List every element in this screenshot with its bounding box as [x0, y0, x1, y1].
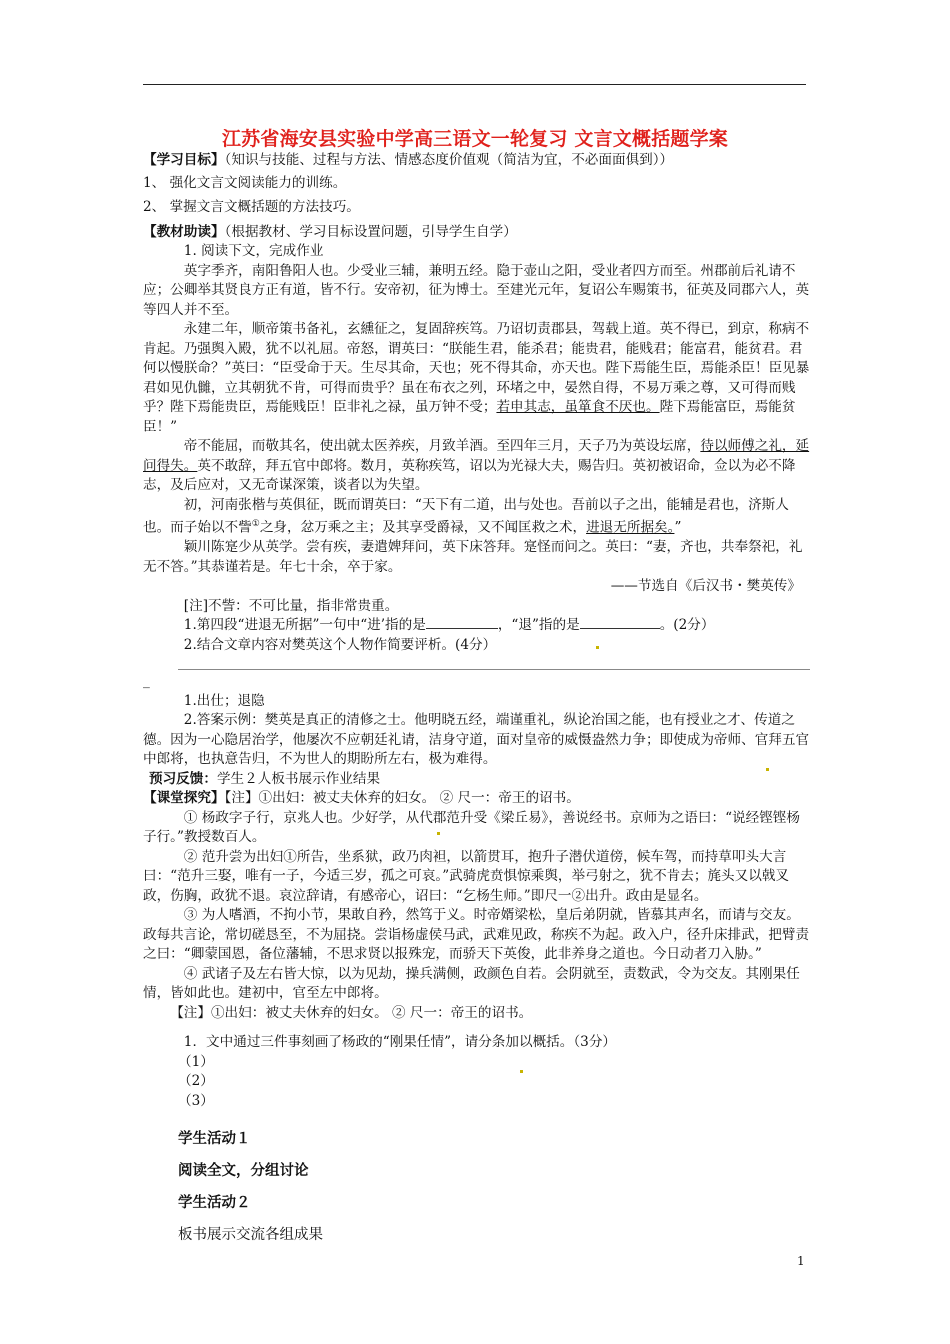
explore-heading: 【课堂探究】	[143, 790, 225, 807]
answer-slot: （3）	[178, 1092, 214, 1109]
underlined-phrase: 待以师傅之礼，延问得失。	[143, 438, 810, 474]
passage-source: ——节选自《后汉书・樊英传》	[610, 578, 801, 595]
header-rule	[143, 84, 806, 85]
explore-footnote: 【注】①出妇：被丈夫休弃的妇女。 ② 尺一：帝王的诏书。	[170, 1004, 533, 1021]
preview-heading: 预习反馈：	[149, 770, 217, 787]
underlined-phrase: 若申其志，虽箪食不厌也。	[496, 399, 660, 415]
answer-slot: （2）	[178, 1073, 214, 1090]
answer-blank[interactable]	[426, 616, 498, 629]
goals-note: （知识与技能、过程与方法、情感态度价值观（简洁为宜，不必面面俱到））	[224, 152, 674, 168]
answer-blank[interactable]	[580, 616, 660, 629]
activity-1-heading: 学生活动１	[178, 1131, 251, 1148]
passage-text: 陛下焉能富臣，焉能贫臣！”	[143, 399, 796, 435]
explore-line	[143, 789, 811, 809]
passage-paragraph: ④ 武诸子及左右皆大惊，以为见劫，操兵满侧，政颜色自若。会阴就至，责数武，令为交友。其刚果任情，皆如此也。建初中，官至左中郎将。	[143, 965, 800, 1002]
speck-mark	[596, 646, 599, 649]
passage-text: 永建二年，顺帝策书备礼，玄纁征之，复固辞疾笃。乃诏切责郡县，驾载上道。英不得已，到京，称病不肯起。乃强舆入殿，犹不以礼屈。帝怒，谓英曰：“朕能生君，能杀君；能贵君，能贱君；能富君，能贫君。君何以慢朕命？”英曰：“臣受命于天。生尽其命，天也；死不得其命，亦天也。陛下焉能生臣，焉能杀臣！臣见暴君如见仇雠，立其朝犹不肯，可得而贵乎？虽在布衣之列，环堵之中，晏然自得，不易万乘之尊，又可得而贱乎？陛下焉能贵臣，焉能贱臣！臣非礼之禄，虽万钟不受；	[143, 321, 810, 415]
speck-mark	[437, 832, 440, 835]
footnote-marker: ①	[251, 519, 260, 529]
document-body	[143, 151, 811, 1249]
goal-item: 2、 掌握文言文概括题的方法技巧。	[143, 199, 360, 215]
learning-goals-line	[143, 151, 811, 171]
activity-1-text: 阅读全文，分组讨论	[178, 1163, 309, 1180]
speck-mark	[520, 1070, 523, 1073]
passage-text: ”	[674, 519, 682, 536]
speck-mark	[766, 768, 769, 771]
explore-note: 【注】①出妇：被丈夫休弃的妇女。 ② 尺一：帝王的诏书。	[224, 790, 580, 807]
passage-paragraph: 英字季齐，南阳鲁阳人也。少受业三辅，兼明五经。隐于壶山之阳，受业者四方而至。州郡前后礼请不应；公卿举其贤良方正有道，皆不行。安帝初，征为博士。至建光元年，复诏公车赐策书，征英及同郡六人，英等四人并不至。	[143, 262, 810, 318]
explore-question: 1．文中通过三件事刻画了杨政的“刚果任情”，请分条加以概括。（3分）	[183, 1034, 617, 1051]
goal-item: 1、 强化文言文阅读能力的训练。	[143, 174, 347, 191]
answer-1: 1.出仕；退隐	[183, 692, 265, 709]
answer-dash: _	[143, 673, 150, 690]
question-text: 。(2分）	[659, 617, 715, 634]
question-text: 1.第四段“进退无所据”一句中“进’指的是	[183, 617, 426, 634]
activity-2-text: 板书展示交流各组成果	[178, 1227, 323, 1244]
passage-paragraph: ② 范升尝为出妇①所告，坐系狱，政乃肉袒，以箭贯耳，抱升子潜伏道傍，候车驾，而持草叩头大言曰：“范升三娶，唯有一子，今适三岁，孤之可哀。”武骑虎贲惧惊乘舆，举弓射之，犹不肯去；旄头又以戟叉政，伤胸，政犹不退。哀泣辞请，有感帝心，诏曰：“乞杨生师。”即尺一②出升。政由是显名。	[143, 848, 790, 904]
guide-heading: 【教材助读】	[143, 223, 225, 240]
passage-paragraph	[143, 437, 811, 496]
answer-slot: （1）	[178, 1053, 214, 1070]
annotation-note: [注]不訾：不可比量，指非常贵重。	[183, 597, 399, 614]
passage-text: 帝不能屈，而敬其名，使出就太医养疾，月致羊酒。至四年三月，天子乃为英设坛席，	[183, 438, 701, 454]
passage-paragraph: ③ 为人嗜酒，不拘小节，果敢自矜，然笃于义。时帝婿梁松，皇后弟阴就，皆慕其声名，而请与交友。政每共言论，常切磋恳至，不为屈挠。尝诣杨虚侯马武，武难见政，称疾不为起。政入户，径升床排武，把臂责之曰：“卿蒙国恩，备位藩辅，不思求贤以报殊宠，而骄天下英俊，此非养身之道也。今日动者刀入胁。”	[143, 907, 810, 963]
guide-note: （根据教材、学习目标设置问题，引导学生自学）	[224, 223, 517, 240]
activity-2-heading: 学生活动２	[178, 1195, 251, 1212]
answer-2: 2.答案示例：樊英是真正的清修之士。他明晓五经，端谨重礼，纵论治国之能，也有授业之才、传道之德。因为一心隐居治学，他屡次不应朝廷礼请，洁身守道，面对皇帝的威慑盎然力争；即使成为帝师、官拜五官中郎将，也执意告归，不为世人的期盼所左右，极为难得。	[143, 712, 810, 768]
reading-task: 1. 阅读下文，完成作业	[183, 243, 324, 259]
passage-paragraph: ① 杨政字子行，京兆人也。少好学，从代郡范升受《梁丘易》，善说经书。京师为之语曰：“说经铿铿杨子行。”教授数百人。	[143, 809, 800, 846]
passage-paragraph	[143, 320, 811, 437]
guide-line	[143, 223, 811, 243]
underlined-phrase: 进退无所据矣。	[586, 519, 675, 536]
preview-feedback	[143, 770, 811, 790]
question-1	[143, 616, 811, 636]
passage-paragraph: 颖川陈寔少从英学。尝有疾，妻遣婢拜问，英下床答拜。寔怪而问之。英曰：“妻，齐也，共奉祭祀，礼无不答。”其恭谨若是。年七十余，卒于家。	[143, 539, 803, 575]
goals-heading: 【学习目标】	[143, 152, 225, 168]
preview-text: 学生２人板书展示作业结果	[216, 770, 381, 787]
answer-line[interactable]	[178, 669, 810, 670]
passage-text: 英不敢辞，拜五官中郎将。数月，英称疾笃，诏以为光禄大夫，赐告归。英初被诏命，佥以为必不降志，及后应对，又无奇谋深策，谈者以为失望。	[143, 457, 796, 493]
question-text: ，“退”指的是	[497, 617, 580, 634]
passage-text: 之身，忿万乘之主；及其享受爵禄，又不闻匡救之术，	[259, 519, 587, 536]
passage-text: 初，河南张楷与英俱征，既而谓英曰：“天下有二道，出与处也。吾前以子之出，能辅是君也，济斯人也。而子始以不訾	[143, 496, 789, 536]
question-2: 2.结合文章内容对樊英这个人物作简要评析。(4分）	[183, 636, 497, 653]
passage-paragraph	[143, 496, 811, 539]
page-title: 江苏省海安县实验中学高三语文一轮复习 文言文概括题学案	[221, 128, 729, 150]
page-number: 1	[797, 1254, 805, 1268]
